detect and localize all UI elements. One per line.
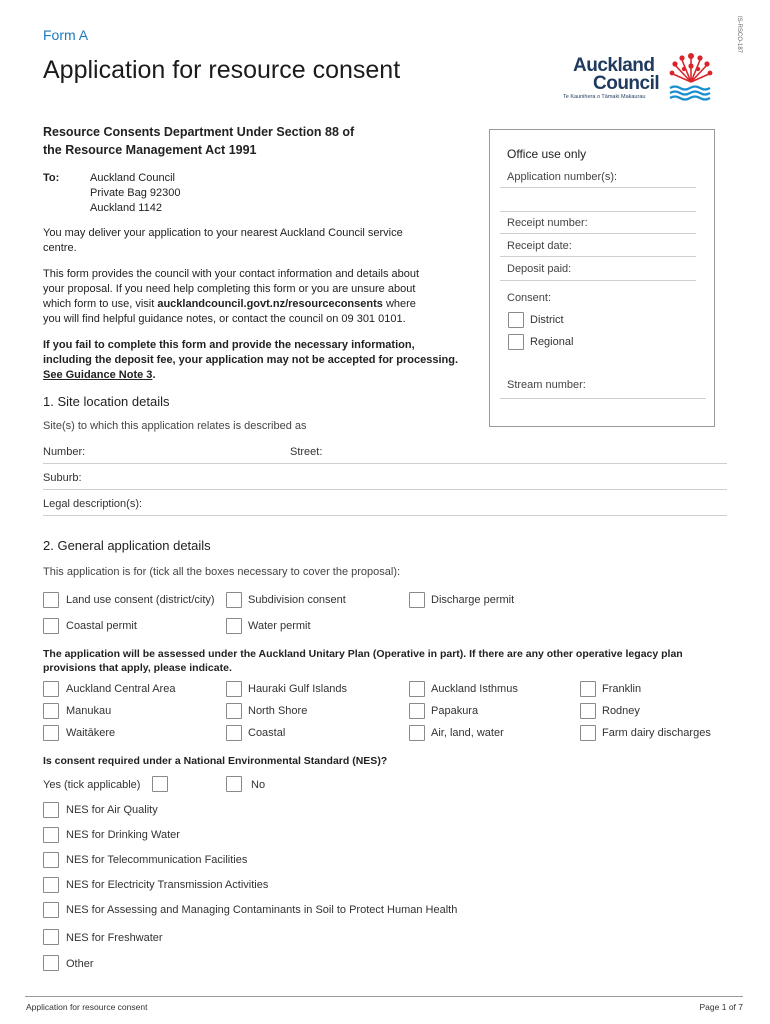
subdivision-consent-label: Subdivision consent bbox=[248, 594, 346, 606]
plan-papakura-checkbox[interactable] bbox=[409, 703, 425, 719]
plan-air-land-water-label: Air, land, water bbox=[431, 727, 504, 739]
footer-page-number: Page 1 of 7 bbox=[699, 1002, 743, 1012]
receipt-number-label: Receipt number: bbox=[507, 217, 588, 229]
plan-hauraki-gulf-checkbox[interactable] bbox=[226, 681, 242, 697]
resource-consents-link[interactable]: aucklandcouncil.govt.nz/resourceconsents bbox=[157, 298, 383, 310]
application-number-field[interactable] bbox=[500, 211, 696, 212]
plan-coastal-label: Coastal bbox=[248, 727, 286, 739]
form-code-text: IS-RSCO-187 bbox=[736, 16, 742, 54]
nes-contaminants-checkbox[interactable] bbox=[43, 902, 59, 918]
logo-tagline: Te Kaunihera o Tāmaki Makaurau bbox=[563, 94, 646, 100]
nes-no-checkbox[interactable] bbox=[226, 776, 242, 792]
office-use-title: Office use only bbox=[507, 147, 587, 161]
plan-manukau-label: Manukau bbox=[66, 705, 112, 717]
plan-air-land-water-checkbox[interactable] bbox=[409, 725, 425, 741]
nes-freshwater-checkbox[interactable] bbox=[43, 929, 59, 945]
number-street-field[interactable] bbox=[43, 463, 727, 464]
nes-other-label: Other bbox=[66, 958, 94, 970]
land-use-consent-label: Land use consent (district/city) bbox=[66, 594, 215, 606]
nes-air-quality-checkbox[interactable] bbox=[43, 802, 59, 818]
info-line-3 bbox=[43, 297, 416, 312]
plan-farm-dairy-checkbox[interactable] bbox=[580, 725, 596, 741]
regional-checkbox[interactable] bbox=[508, 334, 524, 350]
info-line-3-post: where bbox=[382, 298, 416, 310]
address-line-1: Auckland Council bbox=[90, 172, 175, 184]
nes-drinking-water-label: NES for Drinking Water bbox=[66, 829, 180, 841]
address-line-2: Private Bag 92300 bbox=[90, 187, 181, 199]
warning-line-2: including the deposit fee, your application may not be accepted for processing. bbox=[43, 354, 459, 366]
plan-hauraki-gulf-label: Hauraki Gulf Islands bbox=[248, 683, 348, 695]
plan-coastal-checkbox[interactable] bbox=[226, 725, 242, 741]
nes-telecom-checkbox[interactable] bbox=[43, 852, 59, 868]
discharge-permit-label: Discharge permit bbox=[431, 594, 515, 606]
suburb-label: Suburb: bbox=[43, 472, 82, 484]
legal-description-field[interactable] bbox=[43, 515, 727, 516]
nes-electricity-checkbox[interactable] bbox=[43, 877, 59, 893]
nes-freshwater-label: NES for Freshwater bbox=[66, 932, 163, 944]
water-permit-label: Water permit bbox=[248, 620, 311, 632]
plan-waitakere-checkbox[interactable] bbox=[43, 725, 59, 741]
auckland-council-logo bbox=[563, 50, 718, 106]
logo-text-council: Council bbox=[593, 73, 660, 94]
plan-papakura-label: Papakura bbox=[431, 705, 479, 717]
consent-label: Consent: bbox=[507, 292, 552, 304]
plan-auckland-isthmus-checkbox[interactable] bbox=[409, 681, 425, 697]
suburb-field[interactable] bbox=[43, 489, 727, 490]
plan-rodney-label: Rodney bbox=[602, 705, 640, 717]
stream-number-field[interactable] bbox=[500, 398, 706, 399]
deliver-line-1: You may deliver your application to your nearest Auckland Council service bbox=[43, 227, 403, 239]
nes-air-quality-label: NES for Air Quality bbox=[66, 804, 158, 816]
coastal-permit-checkbox[interactable] bbox=[43, 618, 59, 634]
plan-auckland-central-label: Auckland Central Area bbox=[66, 683, 176, 695]
street-label: Street: bbox=[290, 446, 323, 458]
receipt-number-field[interactable] bbox=[500, 233, 696, 234]
address-line-3: Auckland 1142 bbox=[90, 202, 162, 214]
warning-line-3 bbox=[43, 368, 156, 383]
plan-line-1: The application will be assessed under the Auckland Unitary Plan (Operative in part). If there are any other operative legacy plan bbox=[43, 648, 683, 660]
section2-subtitle: This application is for (tick all the boxes necessary to cover the proposal): bbox=[43, 566, 401, 578]
plan-franklin-checkbox[interactable] bbox=[580, 681, 596, 697]
pohutukawa-flower-icon bbox=[666, 50, 716, 104]
plan-rodney-checkbox[interactable] bbox=[580, 703, 596, 719]
footer-doc-title: Application for resource consent bbox=[26, 1002, 148, 1012]
plan-manukau-checkbox[interactable] bbox=[43, 703, 59, 719]
land-use-consent-checkbox[interactable] bbox=[43, 592, 59, 608]
stream-number-label: Stream number: bbox=[507, 379, 586, 391]
nes-telecom-label: NES for Telecommunication Facilities bbox=[66, 854, 248, 866]
intro-heading-line2: the Resource Management Act 1991 bbox=[43, 143, 257, 157]
coastal-permit-label: Coastal permit bbox=[66, 620, 137, 632]
info-line-3-pre: which form to use, visit bbox=[43, 298, 158, 310]
nes-contaminants-label: NES for Assessing and Managing Contaminants in Soil to Protect Human Health bbox=[66, 904, 458, 916]
receipt-date-label: Receipt date: bbox=[507, 240, 572, 252]
nes-yes-label: Yes (tick applicable) bbox=[43, 779, 141, 791]
water-permit-checkbox[interactable] bbox=[226, 618, 242, 634]
warning-line-1: If you fail to complete this form and provide the necessary information, bbox=[43, 339, 415, 351]
intro-heading-line1: Resource Consents Department Under Section 88 of bbox=[43, 125, 355, 139]
plan-line-2: provisions that apply, please indicate. bbox=[43, 662, 232, 674]
form-code bbox=[736, 16, 742, 56]
info-line-2: your proposal. If you need help completing this form or you are unsure about bbox=[43, 283, 416, 295]
section1-title: 1. Site location details bbox=[43, 394, 170, 409]
page-title: Application for resource consent bbox=[43, 56, 401, 84]
deposit-paid-label: Deposit paid: bbox=[507, 263, 572, 275]
plan-farm-dairy-label: Farm dairy discharges bbox=[602, 727, 711, 739]
form-label: Form A bbox=[43, 27, 89, 43]
receipt-date-field[interactable] bbox=[500, 256, 696, 257]
section1-subtitle: Site(s) to which this application relates is described as bbox=[43, 420, 307, 432]
district-checkbox[interactable] bbox=[508, 312, 524, 328]
nes-no-label: No bbox=[251, 779, 266, 791]
deposit-paid-field[interactable] bbox=[500, 280, 696, 281]
number-label: Number: bbox=[43, 446, 86, 458]
footer-divider bbox=[25, 996, 743, 997]
plan-auckland-isthmus-label: Auckland Isthmus bbox=[431, 683, 518, 695]
deliver-line-2: centre. bbox=[43, 242, 77, 254]
nes-other-checkbox[interactable] bbox=[43, 955, 59, 971]
plan-waitakere-label: Waitākere bbox=[66, 727, 116, 739]
regional-label: Regional bbox=[530, 336, 574, 348]
plan-north-shore-label: North Shore bbox=[248, 705, 308, 717]
to-label: To: bbox=[43, 172, 60, 184]
legal-description-label: Legal description(s): bbox=[43, 498, 143, 510]
plan-auckland-central-checkbox[interactable] bbox=[43, 681, 59, 697]
district-label: District bbox=[530, 314, 564, 326]
info-line-4: you will find helpful guidance notes, or contact the council on 09 301 0101. bbox=[43, 313, 406, 325]
application-number-label: Application number(s): bbox=[507, 171, 618, 183]
subdivision-consent-checkbox[interactable] bbox=[226, 592, 242, 608]
logo-text-auckland: Auckland bbox=[573, 55, 655, 76]
guidance-note-link[interactable]: See Guidance Note 3 bbox=[43, 369, 153, 381]
nes-drinking-water-checkbox[interactable] bbox=[43, 827, 59, 843]
warning-tail: . bbox=[152, 369, 156, 381]
nes-question: Is consent required under a National Environmental Standard (NES)? bbox=[43, 755, 388, 767]
nes-yes-checkbox[interactable] bbox=[152, 776, 168, 792]
discharge-permit-checkbox[interactable] bbox=[409, 592, 425, 608]
plan-north-shore-checkbox[interactable] bbox=[226, 703, 242, 719]
nes-electricity-label: NES for Electricity Transmission Activities bbox=[66, 879, 269, 891]
section2-title: 2. General application details bbox=[43, 538, 211, 553]
office-use-box bbox=[489, 129, 715, 427]
info-line-1: This form provides the council with your contact information and details about bbox=[43, 268, 420, 280]
plan-franklin-label: Franklin bbox=[602, 683, 642, 695]
